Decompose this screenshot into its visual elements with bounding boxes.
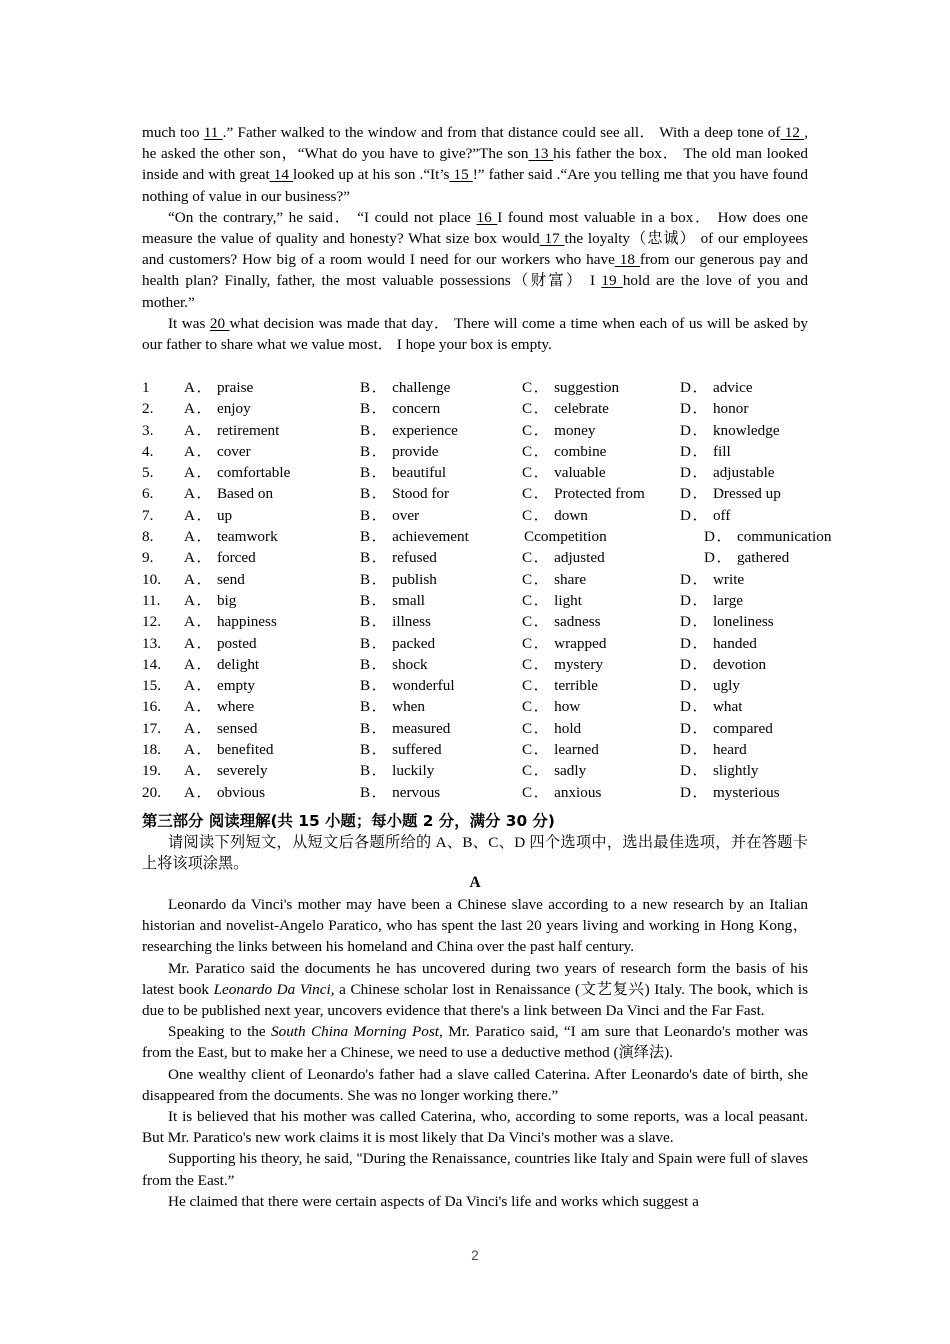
italic-title: Leonardo Da Vinci, [213, 980, 335, 998]
option-letter: A． [184, 591, 214, 609]
option-letter: B． [360, 485, 389, 503]
option-choice-b[interactable]: B． suffered [360, 741, 442, 759]
option-choice-b[interactable]: B． publish [360, 570, 437, 588]
option-question-number: 5. [142, 464, 154, 482]
option-letter: A． [184, 762, 214, 780]
option-row [142, 675, 808, 696]
option-letter: C． [522, 421, 551, 439]
option-choice-c[interactable]: C． hold [522, 719, 582, 737]
option-choice-d[interactable]: D． gathered [704, 549, 790, 567]
option-letter: D． [680, 741, 710, 759]
option-choice-a[interactable]: A． Based on [184, 485, 274, 503]
option-choice-b[interactable]: B． luckily [360, 762, 435, 780]
option-question-number: 16. [142, 698, 161, 716]
reading-paragraph: He claimed that there were certain aspects of Da Vinci's life and works which suggest a [168, 1192, 699, 1210]
option-row [142, 483, 808, 504]
option-choice-c[interactable]: C． light [522, 591, 582, 609]
cloze-blank[interactable]: 20 [209, 314, 230, 332]
option-letter: C． [522, 591, 551, 609]
option-letter: A． [184, 506, 214, 524]
option-letter: A． [184, 634, 214, 652]
option-letter: B． [360, 464, 389, 482]
option-choice-c[interactable]: C． Protected from [522, 485, 645, 503]
option-letter: C． [522, 485, 551, 503]
option-choice-a[interactable]: A． severely [184, 762, 268, 780]
option-choice-a[interactable]: A． forced [184, 549, 256, 567]
option-row [142, 462, 808, 483]
option-choice-a[interactable]: A． praise [184, 379, 254, 396]
option-choice-b[interactable]: B． nervous [360, 783, 441, 801]
option-row [142, 398, 808, 419]
option-choice-b[interactable]: B． beautiful [360, 464, 447, 482]
option-letter: B． [360, 677, 389, 695]
reading-paragraph: Leonardo da Vinci's mother may have been a Chinese slave according to a new research by an Italian historian and novelist-Angelo Paratico, who has spent the last 20 years living and working in Hong Kong， researching the links between his homeland and China over the past half century. [142, 896, 808, 956]
option-row [142, 654, 808, 675]
option-choice-c[interactable]: C． adjusted [522, 549, 605, 567]
option-letter: A． [184, 400, 214, 418]
option-question-number: 7. [142, 506, 154, 524]
option-choice-d[interactable]: D． mysterious [680, 783, 780, 801]
option-letter: B． [360, 698, 389, 716]
option-letter: C． [522, 549, 551, 567]
option-letter: D． [680, 442, 710, 460]
option-letter: A． [184, 379, 214, 396]
option-letter: B． [360, 379, 389, 396]
option-letter: B． [360, 719, 389, 737]
option-question-number: 12. [142, 613, 161, 631]
option-question-number: 3. [142, 421, 154, 439]
option-letter: B． [360, 655, 389, 673]
option-letter: D． [680, 613, 710, 631]
option-letter: C． [522, 719, 551, 737]
option-row [142, 547, 808, 568]
option-choice-a[interactable]: A． happiness [184, 613, 277, 631]
option-choice-c[interactable]: Ccompetition [524, 528, 607, 546]
option-choice-b[interactable]: B． shock [360, 655, 428, 673]
option-choice-d[interactable]: D． off [680, 506, 731, 524]
option-letter: A． [184, 783, 214, 801]
option-choice-c[interactable]: C． mystery [522, 655, 604, 673]
option-choice-d[interactable]: D． loneliness [680, 613, 774, 631]
option-letter: D． [680, 464, 710, 482]
option-choice-a[interactable]: A． big [184, 591, 237, 609]
option-choice-c[interactable]: C． anxious [522, 783, 602, 801]
cloze-blank[interactable]: 19 [601, 272, 623, 290]
option-letter: A． [184, 655, 214, 673]
option-choice-a[interactable]: A． retirement [184, 421, 280, 439]
option-choice-a[interactable]: A． delight [184, 655, 260, 673]
option-row [142, 696, 808, 717]
option-choice-b[interactable]: B． over [360, 506, 420, 524]
option-choice-a[interactable]: A． posted [184, 634, 257, 652]
option-question-number: 20. [142, 783, 161, 801]
option-letter: B． [360, 741, 389, 759]
option-choice-c[interactable]: C． wrapped [522, 634, 607, 652]
section-three-heading: 第三部分 阅读理解(共 15 小题；每小题 2 分，满分 30 分) [142, 812, 555, 830]
option-letter: C． [522, 613, 551, 631]
option-letter: D． [680, 762, 710, 780]
option-choice-a[interactable]: A． cover [184, 442, 251, 460]
reading-paragraph: Mr. Paratico said the documents he has uncovered during two years of research form the basis of his latest book Leonardo Da Vinci, a Chinese scholar lost in Renaissance (文艺复兴) Italy. The book, which is due to be published next year, uncovers evidence that there's a link between Da Vinci and the Far Fast. [142, 959, 808, 1020]
option-choice-d[interactable]: D． slightly [680, 762, 759, 780]
option-choice-c[interactable]: C． suggestion [522, 379, 620, 396]
option-choice-c[interactable]: C． share [522, 570, 587, 588]
option-letter: D． [680, 570, 710, 588]
option-question-number: 10. [142, 570, 161, 588]
option-row [142, 420, 808, 441]
option-choice-a[interactable]: A． teamwork [184, 528, 278, 546]
option-row [142, 377, 808, 398]
option-letter: B． [360, 400, 389, 418]
option-choice-b[interactable]: B． measured [360, 719, 451, 737]
option-choice-d[interactable]: D． knowledge [680, 421, 780, 439]
cloze-blank[interactable]: 16 [476, 208, 498, 226]
option-letter: B． [360, 591, 389, 609]
reading-paragraph: Supporting his theory, he said, "During the Renaissance, countries like Italy and Spain were full of slaves from the East.” [142, 1150, 808, 1189]
cloze-paragraph: “On the contrary,” he said． “I could not place 16 I found most valuable in a box． How does one measure the value of quality and honesty? What size box would 17 the loyalty（忠诚） of our employees and customers? How big of a room would I need for our workers who have 18 from our generous pay and health plan? Finally, father, the most valuable possessions（财富） I 19 hold are the love of you and mother.” [142, 208, 809, 311]
option-row [142, 526, 832, 547]
option-letter: B． [360, 634, 389, 652]
cloze-blank[interactable]: 18 [614, 251, 640, 269]
option-letter: C． [522, 464, 551, 482]
option-choice-b[interactable]: B． experience [360, 421, 458, 439]
option-choice-d[interactable]: D． what [680, 698, 743, 716]
option-letter: D． [680, 379, 710, 396]
passage-letter-a: A [469, 874, 481, 891]
option-letter: D． [704, 549, 734, 567]
option-choice-d[interactable]: D． ugly [680, 677, 740, 695]
option-letter: B． [360, 442, 389, 460]
option-choice-d[interactable]: D． Dressed up [680, 485, 781, 503]
option-choice-d[interactable]: D． fill [680, 442, 731, 460]
option-choice-d[interactable]: D． advice [680, 379, 753, 396]
option-choice-b[interactable]: B． concern [360, 400, 441, 418]
option-row [142, 760, 808, 781]
option-letter: C． [522, 741, 551, 759]
option-letter: A． [184, 464, 214, 482]
option-letter: A． [184, 677, 214, 695]
option-choice-b[interactable]: B． refused [360, 549, 437, 567]
option-choice-c[interactable]: C． down [522, 506, 588, 524]
option-choice-c[interactable]: C． terrible [522, 677, 598, 695]
option-row [142, 611, 808, 632]
option-choice-c[interactable]: C． celebrate [522, 400, 609, 418]
option-choice-d[interactable]: D． honor [680, 400, 749, 418]
option-letter: C． [522, 677, 551, 695]
cloze-passage [142, 122, 808, 355]
option-question-number: 15. [142, 677, 161, 695]
option-choice-d[interactable]: D． write [680, 570, 745, 588]
option-letter: B． [360, 613, 389, 631]
option-choice-a[interactable]: A． up [184, 506, 233, 524]
option-letter: D． [680, 698, 710, 716]
option-question-number: 4. [142, 442, 154, 460]
option-choice-b[interactable]: B． achievement [360, 528, 469, 546]
option-choice-c[interactable]: C． money [522, 421, 596, 439]
option-letter: A． [184, 528, 214, 546]
option-letter: D． [680, 783, 710, 801]
option-letter: A． [184, 570, 214, 588]
option-choice-a[interactable]: A． benefited [184, 741, 274, 759]
option-letter: A． [184, 442, 214, 460]
option-letter: C． [522, 655, 551, 673]
option-question-number: 14. [142, 655, 161, 673]
option-letter: B． [360, 421, 389, 439]
option-question-number: 18. [142, 741, 161, 759]
cloze-blank[interactable]: 14 [269, 166, 293, 184]
cloze-blank[interactable]: 12 [780, 124, 805, 141]
option-letter: D． [680, 400, 710, 418]
option-letter: C． [522, 762, 551, 780]
option-letter: D． [680, 677, 710, 695]
reading-paragraph: One wealthy client of Leonardo's father had a slave called Caterina. After Leonardo's date of birth, she disappeared from the documents. She was no longer working there.” [142, 1065, 808, 1104]
document-page [142, 0, 832, 1344]
option-choice-b[interactable]: B． packed [360, 634, 436, 652]
reading-passage-a [142, 894, 808, 1212]
option-choice-a[interactable]: A． sensed [184, 719, 258, 737]
option-letter: D． [680, 591, 710, 609]
option-choice-d[interactable]: D． adjustable [680, 464, 775, 482]
option-question-number: 17. [142, 719, 161, 737]
option-letter: D． [680, 634, 710, 652]
option-letter: A． [184, 421, 214, 439]
option-choice-b[interactable]: B． small [360, 591, 426, 609]
option-letter: A． [184, 741, 214, 759]
option-row [142, 505, 808, 526]
option-choice-c[interactable]: C． learned [522, 741, 599, 759]
italic-title: South China Morning Post [271, 1023, 440, 1041]
cloze-blank[interactable]: 11 [203, 124, 223, 141]
section-three-instruction: 请阅读下列短文，从短文后各题所给的 A、B、C、D 四个选项中，选出最佳选项，并在答题卡上将该项涂黑。 [142, 834, 808, 873]
option-letter: A． [184, 613, 214, 631]
option-question-number: 9. [142, 549, 154, 567]
option-letter: B． [360, 762, 389, 780]
option-letter: C． [522, 634, 551, 652]
option-letter: C． [522, 400, 551, 418]
option-question-number: 8. [142, 528, 154, 546]
option-choice-b[interactable]: B． challenge [360, 379, 451, 396]
option-choice-a[interactable]: A． send [184, 570, 245, 588]
option-letter: D． [680, 719, 710, 737]
option-letter: C． [522, 783, 551, 801]
option-choice-d[interactable]: D． communication [704, 528, 832, 546]
option-question-number: 19. [142, 762, 161, 780]
option-letter: A． [184, 719, 214, 737]
option-letter: B． [360, 783, 389, 801]
option-letter: D． [680, 421, 710, 439]
option-choice-a[interactable]: A． obvious [184, 783, 266, 801]
option-choice-b[interactable]: B． Stood for [360, 485, 450, 503]
option-row [142, 782, 808, 803]
option-letter: C． [522, 379, 551, 396]
option-question-number: 1 [142, 379, 150, 396]
cloze-blank[interactable]: 15 [449, 166, 473, 184]
option-letter: D． [680, 506, 710, 524]
option-choice-c[interactable]: C． combine [522, 442, 607, 460]
option-row [142, 569, 808, 590]
option-letter: B． [360, 528, 389, 546]
option-letter: C． [522, 442, 551, 460]
option-question-number: 2. [142, 400, 154, 418]
option-question-number: 11. [142, 591, 161, 609]
option-letter: C． [522, 506, 551, 524]
option-letter: C． [522, 570, 551, 588]
option-choice-a[interactable]: A． enjoy [184, 400, 251, 418]
option-letter: B． [360, 506, 389, 524]
option-choice-d[interactable]: D． handed [680, 634, 757, 652]
option-choice-d[interactable]: D． large [680, 591, 744, 609]
cloze-options-list [142, 377, 832, 803]
option-choice-a[interactable]: A． comfortable [184, 464, 291, 482]
cloze-paragraph: much too 11 .” Father walked to the window and from that distance could see all． With a deep tone of 12 , he asked the other son，“What do you have to give?”The son 13 his father the box． The old man looked inside and with great 14 looked up at his son .“It’s 15 !” father said .“Are you telling me that you have found nothing of value in our business?” [142, 124, 809, 205]
option-choice-b[interactable]: B． when [360, 698, 426, 716]
option-question-number: 6. [142, 485, 154, 503]
option-choice-c[interactable]: C． valuable [522, 464, 606, 482]
option-choice-a[interactable]: A． empty [184, 677, 255, 695]
option-letter: B． [360, 549, 389, 567]
cloze-blank[interactable]: 17 [539, 230, 565, 248]
page-number: 2 [471, 1248, 479, 1263]
option-letter: D． [680, 485, 710, 503]
option-choice-b[interactable]: B． wonderful [360, 677, 455, 695]
option-choice-c[interactable]: C． how [522, 698, 581, 716]
reading-paragraph: Speaking to the South China Morning Post, Mr. Paratico said, “I am sure that Leonardo's mother was from the East, but to make her a Chinese, we need to use a deductive method (演绎法). [142, 1023, 809, 1062]
option-choice-d[interactable]: D． compared [680, 719, 773, 737]
option-choice-b[interactable]: B． illness [360, 613, 431, 631]
option-choice-d[interactable]: D． devotion [680, 655, 767, 673]
option-letter: A． [184, 549, 214, 567]
option-row [142, 739, 808, 760]
option-letter: D． [680, 655, 710, 673]
option-row [142, 718, 808, 739]
option-row [142, 590, 808, 611]
option-choice-b[interactable]: B． provide [360, 442, 439, 460]
option-choice-c[interactable]: C． sadly [522, 762, 587, 780]
option-choice-a[interactable]: A． where [184, 698, 255, 716]
option-letter: A． [184, 485, 214, 503]
option-letter: B． [360, 570, 389, 588]
reading-paragraph: It is believed that his mother was called Caterina, who, according to some reports, was a local peasant. But Mr. Paratico's new work claims it is most likely that Da Vinci's mother was a slave. [142, 1108, 808, 1147]
option-letter: C． [522, 698, 551, 716]
option-row [142, 633, 808, 654]
option-row [142, 441, 808, 462]
option-choice-c[interactable]: C． sadness [522, 613, 601, 631]
cloze-paragraph: It was 20 what decision was made that day． There will come a time when each of us will be asked by our father to share what we value most． I hope your box is empty. [142, 314, 809, 354]
option-question-number: 13. [142, 634, 161, 652]
option-letter: D． [704, 528, 734, 546]
cloze-blank[interactable]: 13 [528, 145, 554, 163]
option-letter: A． [184, 698, 214, 716]
option-choice-d[interactable]: D． heard [680, 741, 747, 759]
